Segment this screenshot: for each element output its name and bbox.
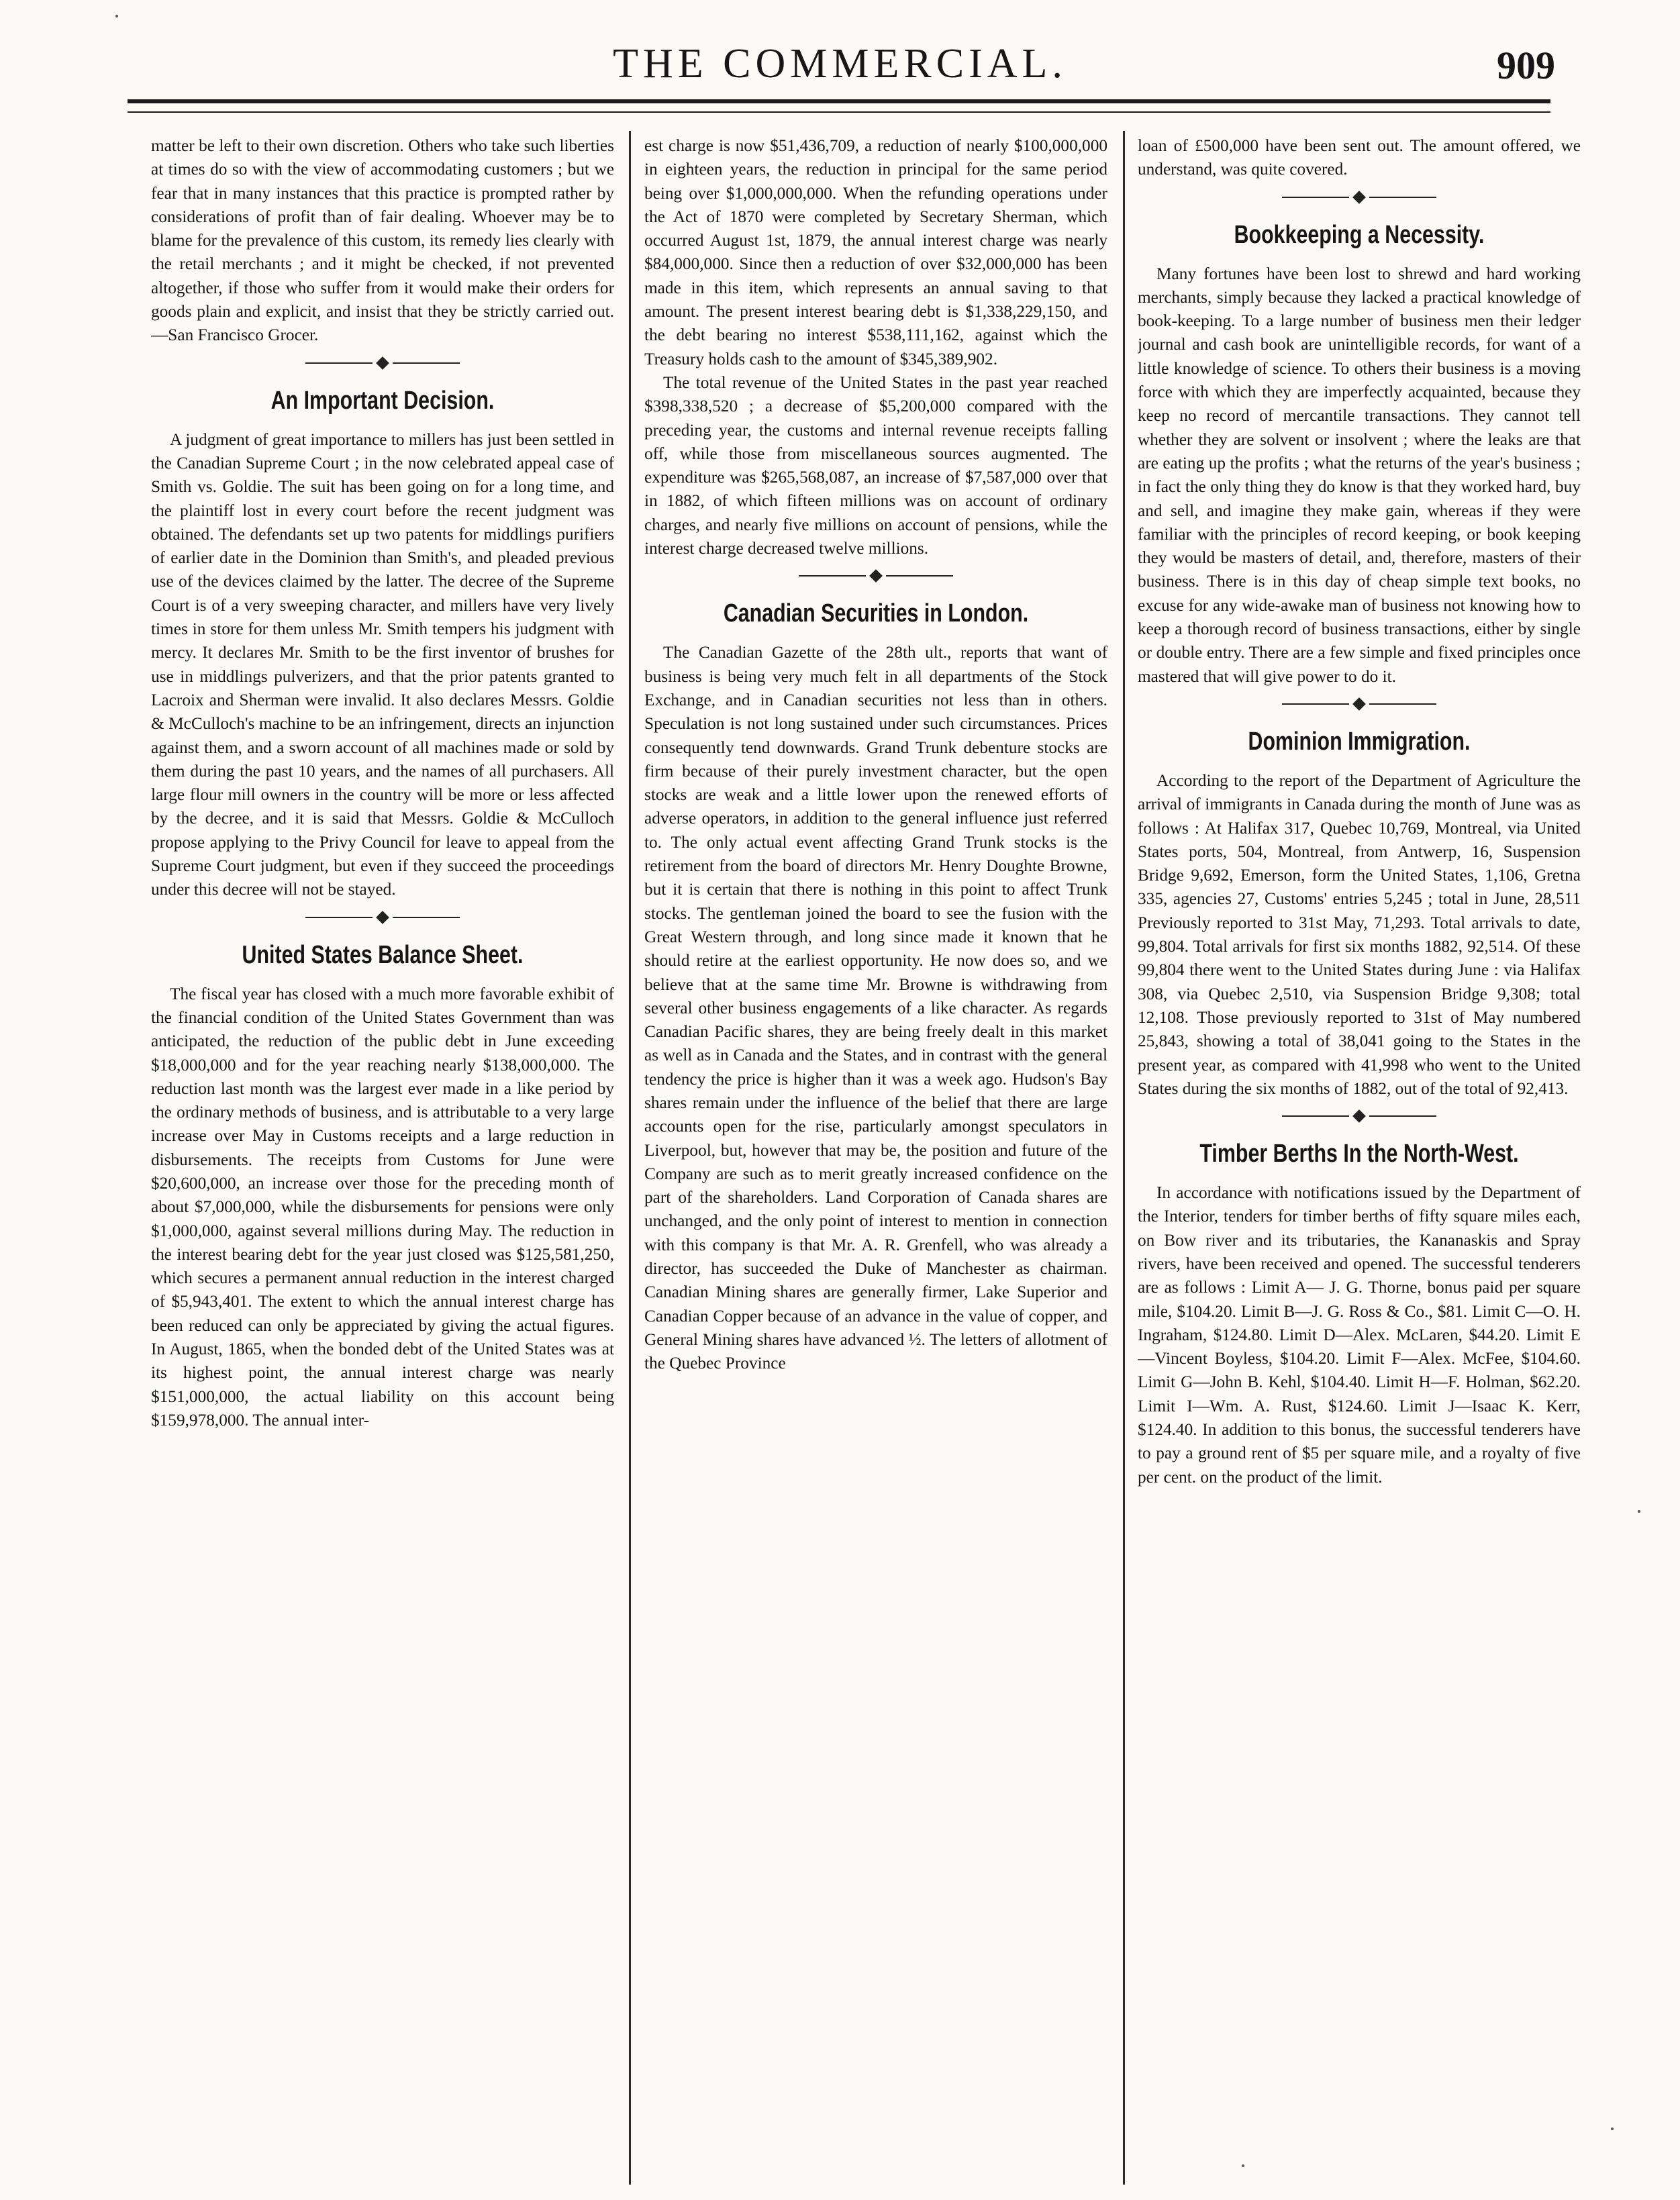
column-2: [644, 134, 1107, 2174]
header-rule-thin: [128, 111, 1550, 113]
scan-speck: [1611, 2128, 1614, 2130]
article-paragraph-total-revenue: The total revenue of the United States in the past year reached $398,338,520 ; a decrease of $5,200,000 compared with the preceding year, the customs and internal revenue receipts falling off, while those from miscellaneous sources augmented. The expenditure was $265,568,087, an increase of $7,587,000 over that in 1882, of which fifteen millions was on account of ordinary charges, and nearly five millions on account of pensions, while the interest charge decreased twelve millions.: [644, 372, 1107, 558]
article-body-balance-sheet: The fiscal year has closed with a much more favorable exhibit of the financial condition of the United States Government than was anticipated, the reduction of the public debt in June exceeding $18,000,000 and for the year reaching nearly $138,000,000. The reduction last month was the largest ever made in a like period by the ordinary methods of business, and is attributable to a very large increase over May in Customs receipts and a large reduction in disbursements. The receipts from Customs for June were $20,600,000, an increase over those for the preceding month of about $7,000,000, while the disbursements for pensions were only $1,000,000, against several millions during May. The reduction in the interest bearing debt for the year just closed was $125,581,250, which secures a permanent annual reduction in the interest charged of $5,943,401. The extent to which the annual interest charge has been reduced can only be appreciated by giving the actual figures. In August, 1865, when the bonded debt of the United States was at its highest point, the annual interest charge was nearly $151,000,000, the actual liability on this account being $159,978,000. The annual inter-: [151, 984, 614, 1430]
scan-speck: [115, 15, 118, 17]
column-1: [151, 134, 614, 2174]
article-body-canadian-securities-continued: loan of £500,000 have been sent out. The amount offered, we understand, was quite covered.: [1138, 136, 1581, 179]
running-head: [0, 40, 1680, 101]
masthead: THE COMMERCIAL.: [613, 41, 1067, 87]
article-body-bookkeeping: Many fortunes have been lost to shrewd and hard working merchants, simply because they lacked a practical knowledge of book-keeping. To a large number of business men their ledger journal and cash book are unintelligible records, for want of a little knowledge of science. To others their business is a moving force with which they are imperfectly acquainted, because they keep no record of mercantile transactions. They cannot tell whether they are solvent or insolvent ; where the leaks are that are eating up the profits ; what the returns of the year's business ; in fact the only thing they do know is that they worked hard, buy and sell, and imagine they make gain, whereas if they were familiar with the principles of record keeping, or book keeping they would be masters of detail, and, therefore, masters of their business. There is in this day of cheap simple text books, no excuse for any wide-awake man of business not knowing how to keep a thorough record of business transactions, either by single or double entry. There are a few simple and fixed principles once mastered that will give power to do it.: [1138, 264, 1581, 686]
article-continuation-text: matter be left to their own discretion. Others who take such liberties at times do so with the view of accommodating customers ; but we fear that in many instances that this practice is prompted rather by considerations of profit than of fair dealing. Whoever may be to blame for the prevalence of this custom, its remedy lies clearly with the retail merchants ; and it might be checked, if not prevented altogether, if those who suffer from it would make their orders for goods plain and explicit, and insist that they be strictly carried out.—San Francisco Grocer.: [151, 136, 614, 345]
headline-balance-sheet: United States Balance Sheet.: [242, 940, 524, 969]
section-separator: [305, 909, 460, 926]
headline-canadian-securities: Canadian Securities in London.: [723, 599, 1029, 628]
section-separator: [1282, 695, 1436, 713]
page-number: 909: [1497, 44, 1555, 87]
article-body-timber-berths: In accordance with notifications issued by the Department of the Interior, tenders for timber berths of fifty square miles each, on Bow river and its tributaries, the Kananaskis and Spray rivers, have been received and opened. The successful tenderers are as follows : Limit A— J. G. Thorne, bonus paid per square mile, $104.20. Limit B—J. G. Ross & Co., $81. Limit C—O. H. Ingraham, $124.80. Limit D—Alex. McLaren, $44.20. Limit E—Vincent Boyless, $104.20. Limit F—Alex. McFee, $104.60. Limit G—John B. Kehl, $104.40. Limit H—F. Holman, $62.20. Limit I—Wm. A. Rust, $124.60. Limit J—Isaac K. Kerr, $124.40. In addition to this bonus, the successful tenderers have to pay a ground rent of $5 per square mile, and a royalty of five per cent. on the product of the limit.: [1138, 1183, 1581, 1487]
headline-dominion-immigration: Dominion Immigration.: [1248, 727, 1471, 756]
section-separator: [305, 354, 460, 372]
article-body-dominion-immigration: According to the report of the Department of Agriculture the arrival of immigrants in Canada during the month of June was as follows : At Halifax 317, Quebec 10,769, Montreal, via United States ports, 504, Montreal, from Antwerp, 16, Suspension Bridge 9,692, Emerson, form the United States, 1,106, Gretna 335, agencies 27, Customs' entries 5,245 ; total in June, 28,511 Previously reported to 31st May, 71,293. Total arrivals to date, 99,804. Total arrivals for first six months 1882, 92,514. Of these 99,804 there went to the United States during June : via Halifax 308, via Quebec 2,510, via Suspension Bridge 9,308; total 12,108. Those previously reported to 31st of May numbered 25,843, showing a total of 38,041 going to the States in the present year, as compared with 41,998 who went to the United States during the six months of 1882, out of the total of 92,413.: [1138, 770, 1581, 1098]
section-separator: [1282, 189, 1436, 206]
headline-timber-berths: Timber Berths In the North-West.: [1199, 1140, 1519, 1168]
article-body-important-decision: A judgment of great importance to millers has just been settled in the Canadian Supreme Court ; in the now celebrated appeal case of Smith vs. Goldie. The suit has been going on for a long time, and the plaintiff lost in every court before the recent judgment was obtained. The defendants set up two patents for middlings purifiers of earlier date in the Dominion than Smith's, and pleaded previous use of the devices claimed by the latter. The decree of the Supreme Court is of a very sweeping character, and millers have very lively times in store for them unless Mr. Smith tempers his judgment with mercy. It declares Mr. Smith to be the first inventor of brushes for use in middlings pulverizers, and that the prior patents granted to Lacroix and Sherman were invalid. It also declares Messrs. Goldie & McCulloch's machine to be an infringement, directs an injunction against them, and a sworn account of all machines made or sold by them during the past 10 years, and the names of all purchasers. All large flour mill owners in the country will be more or less affected by the decree, and it is said that Messrs. Goldie & McCulloch propose applying to the Privy Council for leave to appeal from the Supreme Court judgment, but even if they succeed the proceedings under this decree will not be stayed.: [151, 430, 614, 899]
section-separator: [799, 567, 953, 585]
headline-important-decision: An Important Decision.: [270, 386, 495, 415]
scan-speck: [1242, 2164, 1244, 2167]
header-rule-thick: [128, 99, 1550, 103]
column-divider: [629, 131, 631, 2185]
column-3: [1138, 134, 1581, 2174]
section-separator: [1282, 1107, 1436, 1125]
article-body-balance-sheet-continued: est charge is now $51,436,709, a reduction of nearly $100,000,000 in eighteen years, the reduction in principal for the same period being over $1,000,000,000. When the refunding operations under the Act of 1870 were completed by Secretary Sherman, which occurred August 1st, 1879, the annual interest charge was nearly $84,000,000. Since then a reduction of over $32,000,000 has been made in this item, which represents an annual saving to that amount. The present interest bearing debt is $1,338,229,150, and the debt bearing no interest $538,111,162, against which the Treasury holds cash to the amount of $345,389,902.: [644, 136, 1107, 368]
column-divider: [1123, 131, 1125, 2185]
scan-speck: [1638, 1510, 1640, 1513]
headline-bookkeeping: Bookkeeping a Necessity.: [1234, 220, 1485, 249]
article-body-canadian-securities: The Canadian Gazette of the 28th ult., reports that want of business is being very much felt in all departments of the Stock Exchange, and in Canadian securities not less than in others. Speculation is not long sustained under such circumstances. Prices consequently tend downwards. Grand Trunk debenture stocks are firm because of their purely investment character, but the open stocks are weak and a little lower upon the renewed efforts of adverse operators, in addition to the general influence just referred to. The only actual event affecting Grand Trunk stocks is the retirement from the board of directors Mr. Henry Doughte Browne, but it is certain that there is nothing in this point to affect Trunk stocks. The gentleman joined the board to see the fusion with the Great Western through, and long since made it known that he should retire at the earliest opportunity. He now does so, and we believe that at the same time Mr. Browne is withdrawing from several other business engagements of a like character. As regards Canadian Pacific shares, they are being freely dealt in this market as well as in Canada and the States, and in contrast with the general tendency the price is higher than it was a week ago. Hudson's Bay shares remain under the influence of the belief that there are large accounts open for the rise, particularly amongst speculators in Liverpool, but, however that may be, the position and future of the Company are such as to merit greatly increased confidence on the part of the shareholders. Land Corporation of Canada shares are unchanged, and the only point of interest to mention in connection with this company is that Mr. A. R. Grenfell, who was already a director, has succeeded the Duke of Manchester as chairman. Canadian Mining shares are generally firmer, Lake Superior and Canadian Copper because of an advance in the value of copper, and General Mining shares have advanced ½. The letters of allotment of the Quebec Province: [644, 643, 1107, 1373]
